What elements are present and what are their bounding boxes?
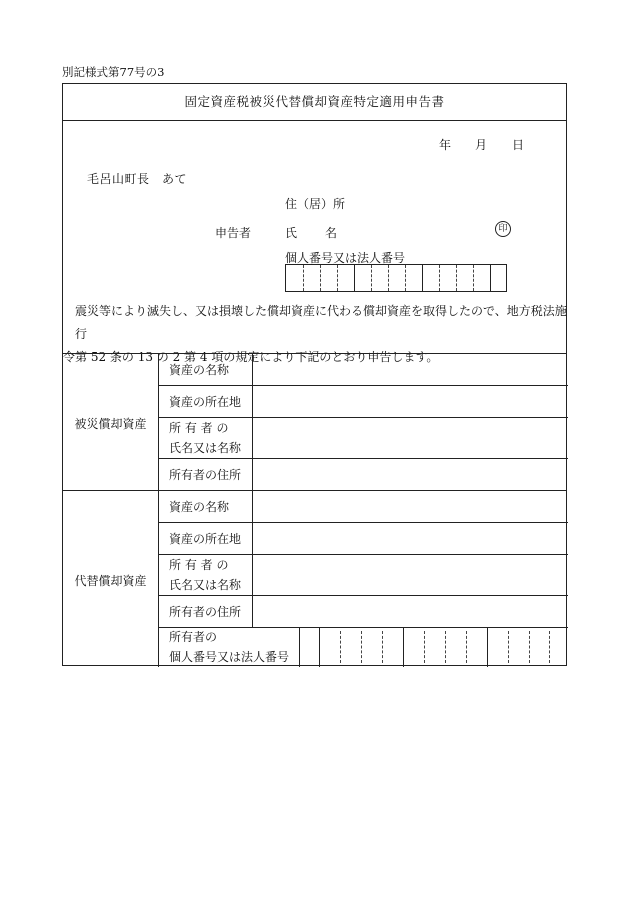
replacement-owner-label-line2: 氏名又は名称 [169,578,242,592]
digit-divider [340,631,341,663]
digit-divider [303,265,304,291]
damaged-asset-section-label: 被災償却資産 [74,417,147,431]
damaged-asset-location-field[interactable] [253,386,567,417]
digit-divider [445,631,446,663]
damaged-owner-address-label: 所有者の住所 [169,468,242,482]
name-label-second-char: 名 [325,226,338,240]
replacement-asset-location-label: 資産の所在地 [169,532,242,546]
personal-number-label: 個人番号又は法人番号 [285,251,406,265]
replacement-asset-section-label: 代替償却資産 [74,574,147,588]
damaged-owner-label-line1: 所 有 者 の [169,421,229,435]
damaged-owner-label-line2: 氏名又は名称 [169,441,242,455]
digit-divider [361,631,362,663]
digit-divider [529,631,530,663]
damaged-owner-address-field[interactable] [253,459,567,490]
replacement-owner-address-label: 所有者の住所 [169,605,242,619]
digit-group-divider [487,627,488,667]
replacement-owner-address-field[interactable] [253,596,567,627]
form-title: 固定資産税被災代替償却資産特定適用申告書 [63,84,566,121]
seal-mark: 印 [495,221,511,237]
form-code: 別記様式第77号の3 [62,65,165,79]
statement-line-2: 令第 52 条の 13 の 2 第 4 項の規定により下記のとおり申告します。 [63,350,439,364]
digit-group-divider [490,265,491,291]
digit-divider [424,631,425,663]
date-year-label: 年 [439,138,452,152]
declaration-form [62,83,567,666]
damaged-owner-name-field[interactable] [253,418,567,458]
digit-divider [382,631,383,663]
name-label-first-char: 氏 [285,226,298,240]
digit-divider [473,265,474,291]
damaged-asset-location-label: 資産の所在地 [169,395,242,409]
digit-divider [337,265,338,291]
replacement-owner-number-field[interactable] [63,627,568,667]
digit-divider [320,265,321,291]
digit-divider [466,631,467,663]
addressee: 毛呂山町長 あて [87,172,188,186]
declarant-label: 申告者 [215,226,252,240]
digit-divider [371,265,372,291]
replacement-owner-name-field[interactable] [253,555,567,595]
replacement-owner-number-label-line1: 所有者の [169,630,218,644]
digit-divider [508,631,509,663]
label-column-border [158,353,159,667]
damaged-asset-name-field[interactable] [253,354,567,385]
declarant-number-field[interactable] [285,264,507,292]
address-label: 住（居）所 [285,197,346,211]
replacement-asset-name-field[interactable] [253,491,567,522]
digit-divider [549,631,550,663]
statement-line-1: 震災等により滅失し、又は損壊した償却資産に代わる償却資産を取得したので、地方税法施行 [75,304,567,341]
date-day-label: 日 [512,138,525,152]
digit-group-divider [422,265,423,291]
digit-group-divider [403,627,404,667]
digit-divider [439,265,440,291]
replacement-asset-name-label: 資産の名称 [169,500,230,514]
digit-group-divider [299,627,300,667]
date-month-label: 月 [475,138,488,152]
replacement-asset-location-field[interactable] [253,523,567,554]
damaged-asset-name-label: 資産の名称 [169,363,230,377]
digit-group-divider [319,627,320,667]
replacement-owner-label-line1: 所 有 者 の [169,558,229,572]
replacement-owner-number-label-line2: 個人番号又は法人番号 [169,650,290,664]
digit-divider [388,265,389,291]
digit-divider [456,265,457,291]
digit-group-divider [354,265,355,291]
digit-divider [405,265,406,291]
